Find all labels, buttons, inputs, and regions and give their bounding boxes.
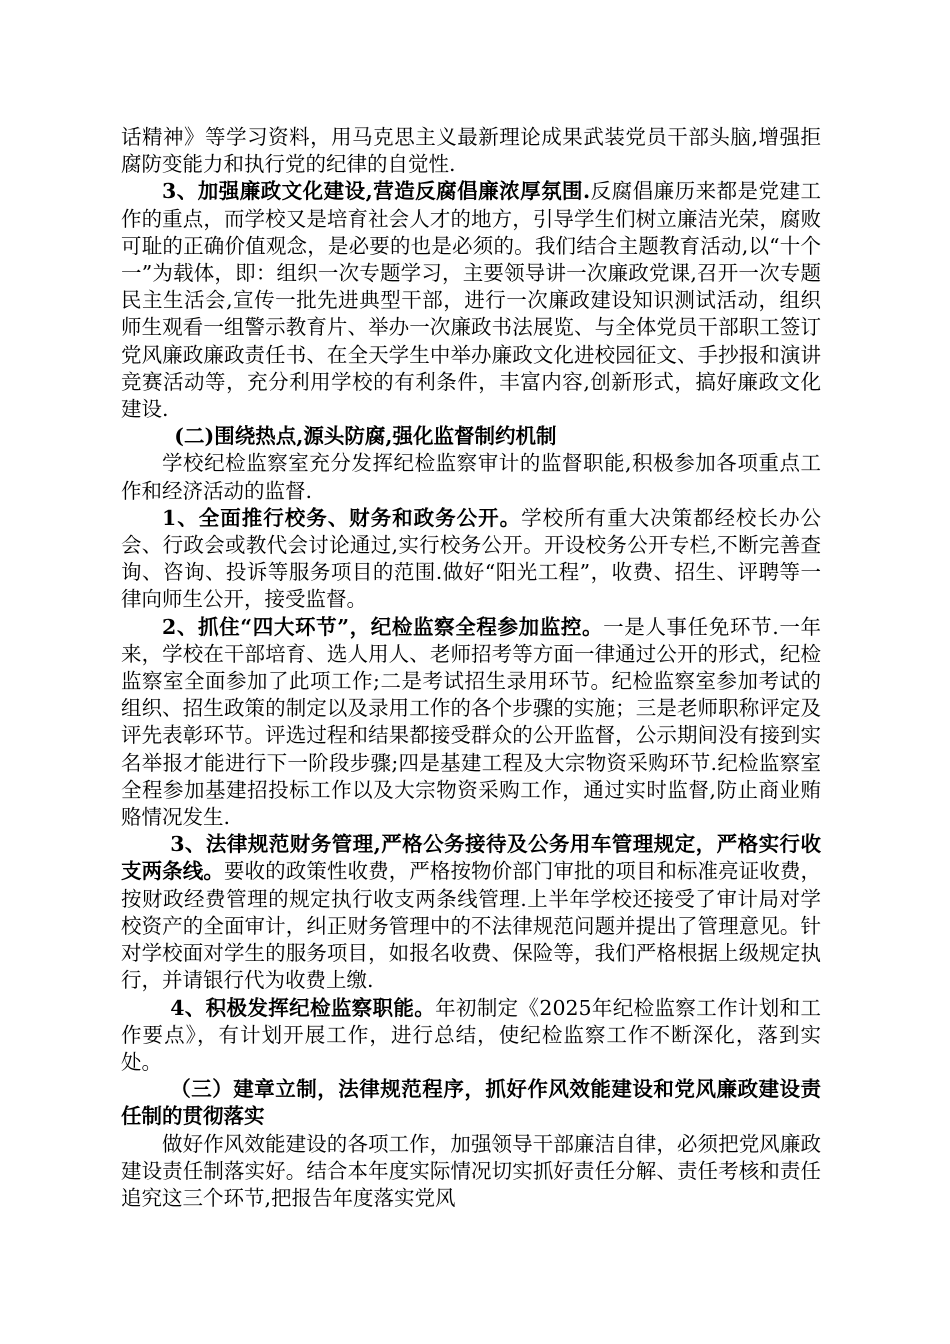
paragraph-supervision-intro xyxy=(121,450,821,504)
paragraph-lead-heading: 3、加强廉政文化建设,营造反腐倡廉浓厚氛围. xyxy=(162,179,591,204)
paragraph-text: 年初制定《2025年纪检监察工作计划和工作要点》，有计划开展工作，进行总结，使纪检监察工作不断深化，落到实处。 xyxy=(121,995,822,1074)
section-heading-regulations: （三）建章立制，法律规范程序，抓好作风效能建设和党风廉政建设责任制的贯彻落实 xyxy=(121,1077,821,1129)
paragraph-text: 学校纪检监察室充分发挥纪检监察审计的监督职能,积极参加各项重点工作和经济活动的监督. xyxy=(121,451,821,503)
paragraph-text: 反腐倡廉历来都是党建工作的重点，而学校又是培育社会人才的地方，引导学生们树立廉洁光荣，腐败可耻的正确价值观念，是必要的也是必须的。我们结合主题教育活动,以“十个一”为载体，即：组织一次专题学习，主要领导讲一次廉政党课,召开一次专题民主生活会,宣传一批先进典型干部，进行一次廉政建设知识测试活动，组织师生观看一组警示教育片、举办一次廉政书法展览、与全体党员干部职工签订党风廉政廉政责任书、在全天学生中举办廉政文化进校园征文、手抄报和演讲竞赛活动等，充分利用学校的有利条件，丰富内容,创新形式，搞好廉政文化建设. xyxy=(121,179,821,422)
paragraph-lead-heading: 3、法律规范财务管理,严格公务接待及公务用车管理规定，严格实行收支两条线。 xyxy=(121,832,821,884)
paragraph-text: 学校所有重大决策都经校长办公会、行政会或教代会讨论通过,实行校务公开。开设校务公开专栏,不断完善查询、咨询、投诉等服务项目的范围.做好“阳光工程”，收费、招生、评聘等一律向师生公开，接受监督。 xyxy=(121,505,822,612)
paragraph-lead-heading: 4、积极发挥纪检监察职能。 xyxy=(170,995,436,1020)
paragraph-text: 做好作风效能建设的各项工作，加强领导干部廉洁自律，必须把党风廉政建设责任制落实好。结合本年度实际情况切实抓好责任分解、责任考核和责任追究这三个环节,把报告年度落实党风 xyxy=(121,1131,821,1210)
paragraph-anti-corruption-culture xyxy=(121,178,821,423)
paragraph-text: 话精神》等学习资料，用马克思主义最新理论成果武装党员干部头脑,增强拒腐防变能力和执行党的纪律的自觉性. xyxy=(121,125,821,177)
paragraph-text: 一是人事任免环节.一年来，学校在干部培育、选人用人、老师招考等方面一律通过公开的形式，纪检监察室全面参加了此项工作;二是考试招生录用环节。纪检监察室参加考试的组织、招生政策的制定以及录用工作的各个步骤的实施；三是老师职称评定及评先表彰环节。评选过程和结果都接受群众的公开监督，公示期间没有接到实名举报才能进行下一阶段步骤;四是基建工程及大宗物资采购环节.纪检监察室全程参加基建招投标工作以及大宗物资采购工作，通过实时监督,防止商业贿赂情况发生. xyxy=(121,614,821,830)
paragraph-lead-heading: 1、全面推行校务、财务和政务公开。 xyxy=(162,505,522,530)
section-heading-supervision: (二)围绕热点,源头防腐,强化监督制约机制 xyxy=(174,424,557,449)
document-page xyxy=(121,124,821,1212)
paragraph-lead-heading: 2、抓住“四大环节”，纪检监察全程参加监控。 xyxy=(162,614,604,639)
paragraph-finance-management xyxy=(121,831,821,994)
paragraph-study-materials xyxy=(121,124,821,178)
paragraph-inspection-function xyxy=(121,995,821,1077)
paragraph-four-links xyxy=(121,614,821,832)
paragraph-work-style xyxy=(121,1131,821,1213)
paragraph-affairs-disclosure xyxy=(121,505,821,614)
paragraph-text: 要收的政策性收费，严格按物价部门审批的项目和标准亮证收费，按财政经费管理的规定执行收支两条线管理.上半年学校还接受了审计局对学校资产的全面审计，纠正财务管理中的不法律规范问题并提出了管理意见。针对学校面对学生的服务项目，如报名收费、保险等，我们严格根据上级规定执行，并请银行代为收费上缴. xyxy=(121,859,822,993)
